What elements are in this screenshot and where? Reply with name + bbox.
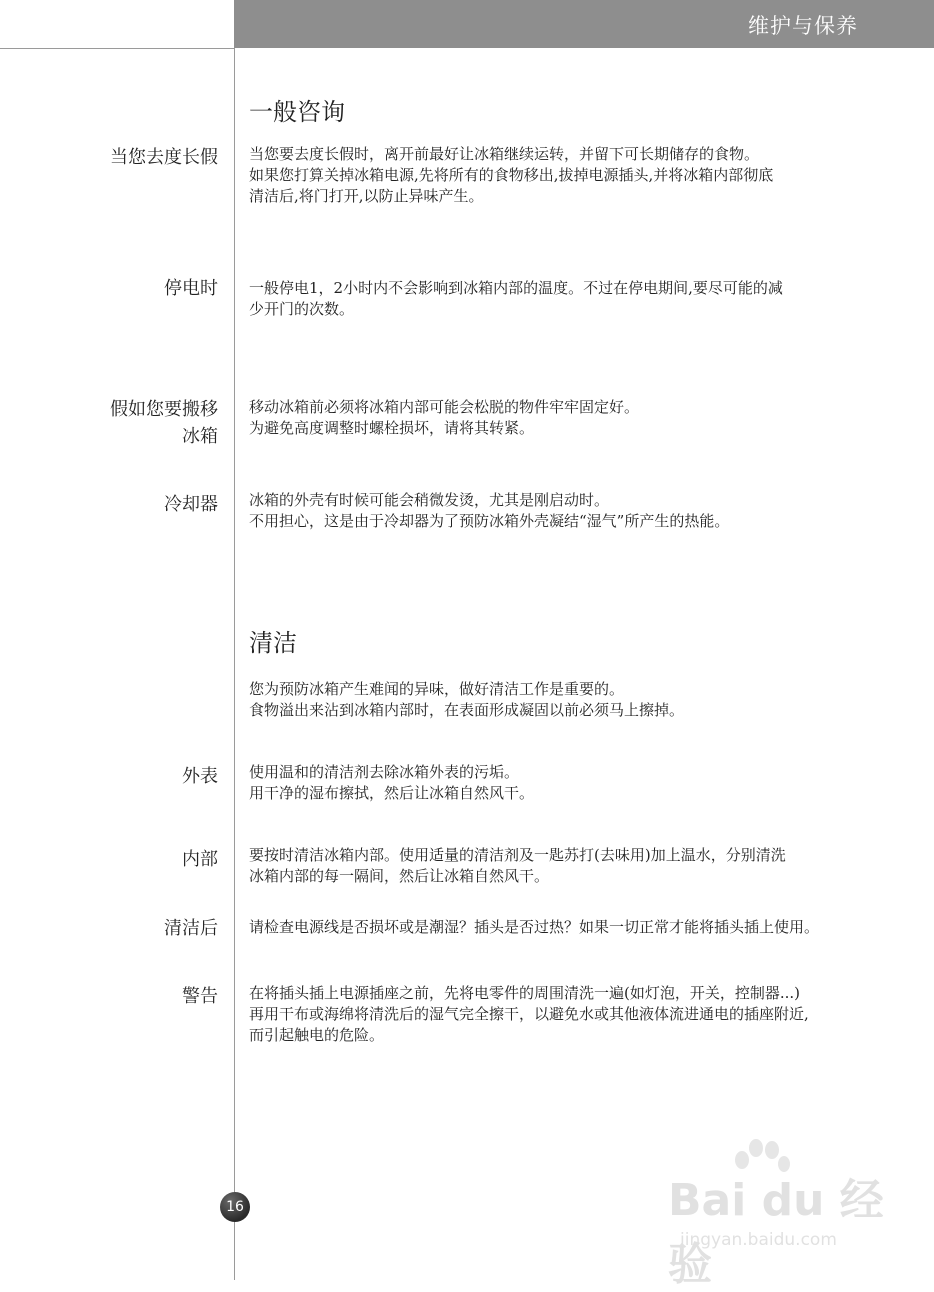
label-cooler: 冷却器: [164, 494, 218, 515]
paragraph-interior: 要按时清洁冰箱内部。使用适量的清洁剂及一匙苏打(去味用)加上温水，分别清洗 冰箱内部的每一隔间，然后让冰箱自然风干。: [249, 846, 786, 885]
section-title-general: 一般咨询: [249, 98, 345, 126]
baidu-jingyan-watermark: Bai du 经验 jingyan.baidu.com: [668, 1138, 888, 1258]
paragraph-exterior: 使用温和的清洁剂去除冰箱外表的污垢。 用干净的湿布擦拭，然后让冰箱自然风干。: [249, 763, 535, 802]
label-power-outage: 停电时: [164, 278, 218, 299]
paragraph-power-outage: 一般停电1，2小时内不会影响到冰箱内部的温度。不过在停电期间,要尽可能的减 少开门的次数。: [249, 279, 783, 318]
header-bar: [234, 0, 934, 48]
label-warning: 警告: [182, 986, 218, 1007]
paragraph-cleaning-intro: 您为预防冰箱产生难闻的异味，做好清洁工作是重要的。 食物溢出来沾到冰箱内部时，在表面形成凝固以前必须马上擦掉。: [249, 680, 685, 719]
column-divider-line: [234, 48, 235, 1280]
label-after-cleaning: 清洁后: [164, 918, 218, 939]
paragraph-warning: 在将插头插上电源插座之前，先将电零件的周围清洗一遍(如灯泡，开关，控制器...) 再用干布或海绵将清洗后的湿气完全擦干，以避免水或其他液体流进通电的插座附近, 而引起触电的危险。: [249, 984, 809, 1044]
section-title-cleaning: 清洁: [249, 629, 297, 657]
page-number-badge: 16: [220, 1192, 250, 1222]
label-moving: 假如您要搬移 冰箱: [110, 399, 218, 447]
paragraph-after-cleaning: 请检查电源线是否损坏或是潮湿？插头是否过热？如果一切正常才能将插头插上使用。: [249, 918, 820, 936]
paragraph-moving: 移动冰箱前必须将冰箱内部可能会松脱的物件牢牢固定好。 为避免高度调整时螺栓损坏，请将其转紧。: [249, 398, 640, 437]
paragraph-cooler: 冰箱的外壳有时候可能会稍微发烫，尤其是刚启动时。 不用担心，这是由于冷却器为了预防冰箱外壳凝结“湿气”所产生的热能。: [249, 491, 730, 530]
page-header-title: 维护与保养: [748, 14, 858, 38]
header-divider-line: [0, 48, 234, 49]
label-interior: 内部: [182, 849, 218, 870]
label-exterior: 外表: [182, 766, 218, 787]
paragraph-vacation: 当您要去度长假时，离开前最好让冰箱继续运转，并留下可长期储存的食物。 如果您打算关掉冰箱电源,先将所有的食物移出,拔掉电源插头,并将冰箱内部彻底 清洁后,将门打开,以防止异味产生。: [249, 145, 774, 205]
label-vacation: 当您去度长假: [110, 147, 218, 168]
